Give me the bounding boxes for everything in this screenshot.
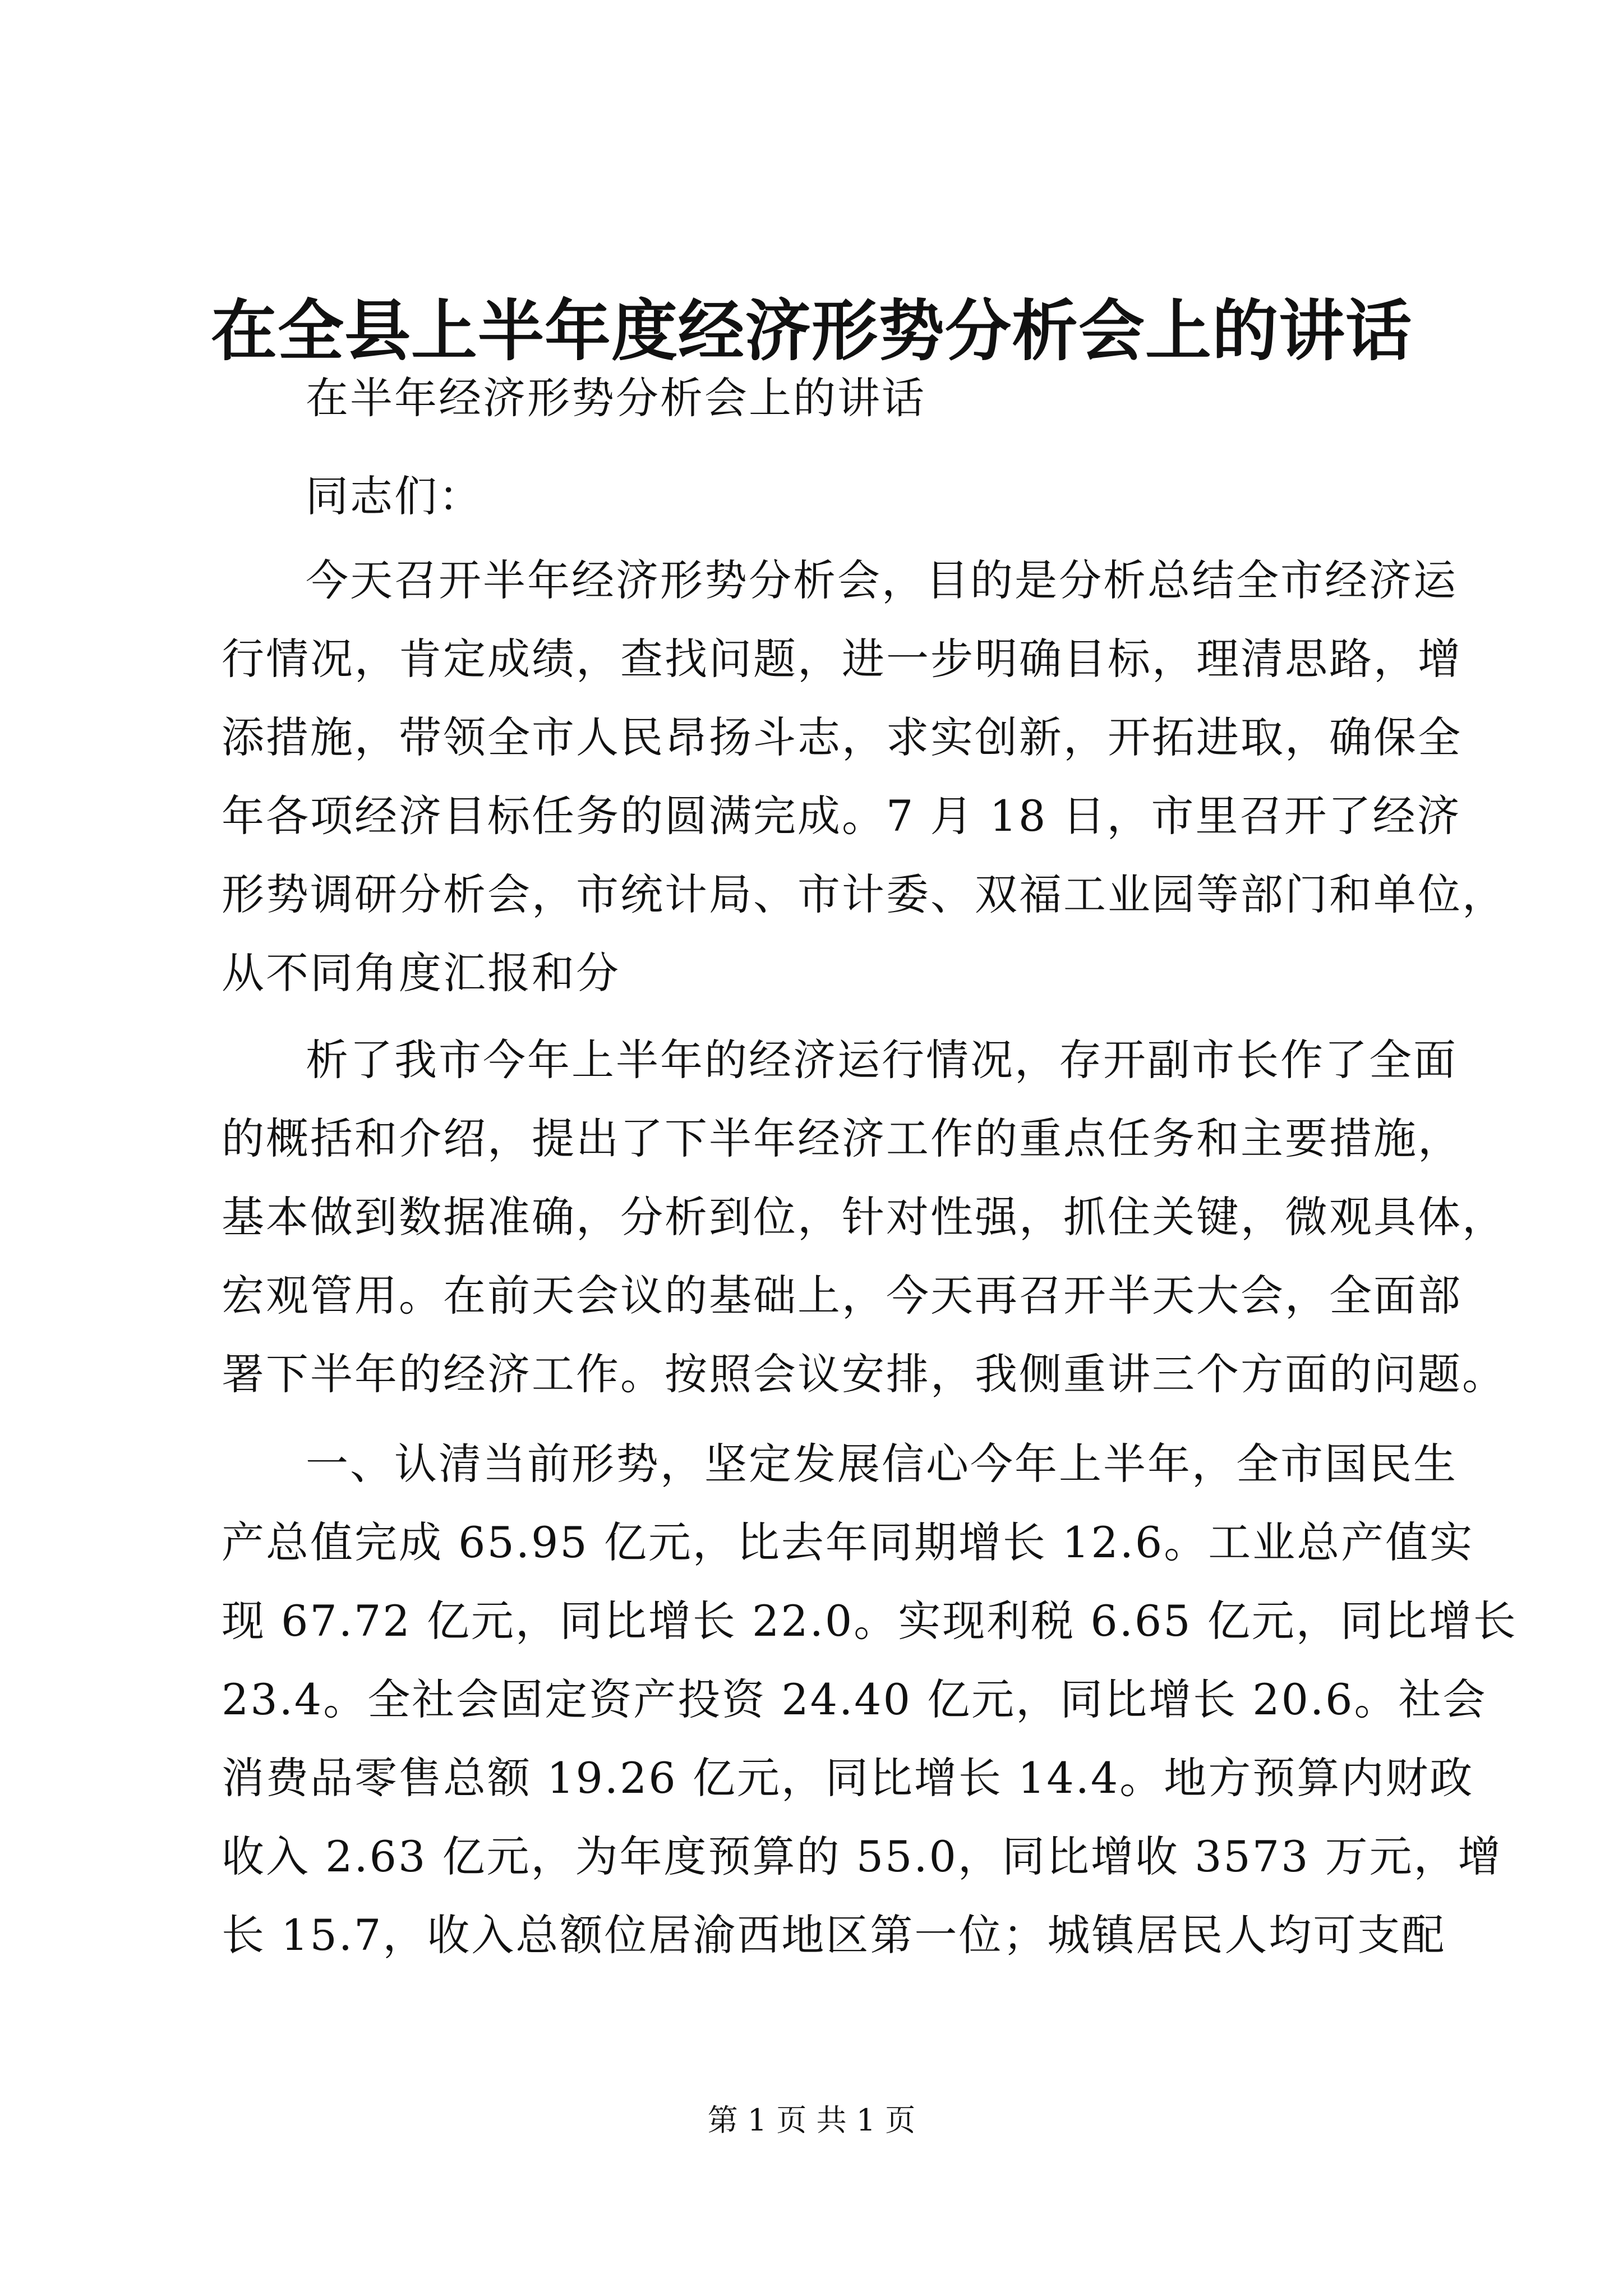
- paragraph-line: 的概括和介绍，提出了下半年经济工作的重点任务和主要措施，: [222, 1114, 1462, 1163]
- paragraph-line: 年各项经济目标任务的圆满完成。7 月 18 日，市里召开了经济: [222, 791, 1461, 841]
- paragraph-line: 一、认清当前形势，坚定发展信心今年上半年，全市国民生: [306, 1439, 1458, 1489]
- paragraph-line: 23.4。全社会固定资产投资 24.40 亿元，同比增长 20.6。社会: [222, 1674, 1487, 1724]
- paragraph-line: 形势调研分析会，市统计局、市计委、双福工业园等部门和单位，: [222, 869, 1506, 919]
- paragraph-line: 今天召开半年经济形势分析会，目的是分析总结全市经济运: [306, 555, 1458, 605]
- document-subtitle: 在半年经济形势分析会上的讲话: [306, 373, 926, 423]
- document-title: 在全县上半年度经济形势分析会上的讲话: [210, 292, 1412, 370]
- paragraph-line: 现 67.72 亿元，同比增长 22.0。实现利税 6.65 亿元，同比增长: [222, 1596, 1518, 1646]
- page-number-footer: 第 1 页 共 1 页: [707, 2102, 916, 2138]
- paragraph-line: 宏观管用。在前天会议的基础上，今天再召开半天大会，全面部: [222, 1271, 1462, 1320]
- paragraph-line: 添措施，带领全市人民昂扬斗志，求实创新，开拓进取，确保全: [222, 712, 1462, 762]
- paragraph-line: 署下半年的经济工作。按照会议安排，我侧重讲三个方面的问题。: [222, 1349, 1506, 1399]
- paragraph-line: 消费品零售总额 19.26 亿元，同比增长 14.4。地方预算内财政: [222, 1753, 1474, 1803]
- paragraph-line: 从不同角度汇报和分: [222, 948, 620, 998]
- salutation: 同志们：: [306, 471, 483, 521]
- paragraph-line: 长 15.7，收入总额位居渝西地区第一位；城镇居民人均可支配: [222, 1910, 1446, 1960]
- paragraph-line: 基本做到数据准确，分析到位，针对性强，抓住关键，微观具体，: [222, 1192, 1506, 1242]
- paragraph-line: 产总值完成 65.95 亿元，比去年同期增长 12.6。工业总产值实: [222, 1517, 1474, 1567]
- paragraph-line: 行情况，肯定成绩，查找问题，进一步明确目标，理清思路，增: [222, 634, 1462, 684]
- paragraph-line: 析了我市今年上半年的经济运行情况，存开副市长作了全面: [306, 1035, 1458, 1085]
- paragraph-line: 收入 2.63 亿元，为年度预算的 55.0，同比增收 3573 万元，增: [222, 1832, 1502, 1881]
